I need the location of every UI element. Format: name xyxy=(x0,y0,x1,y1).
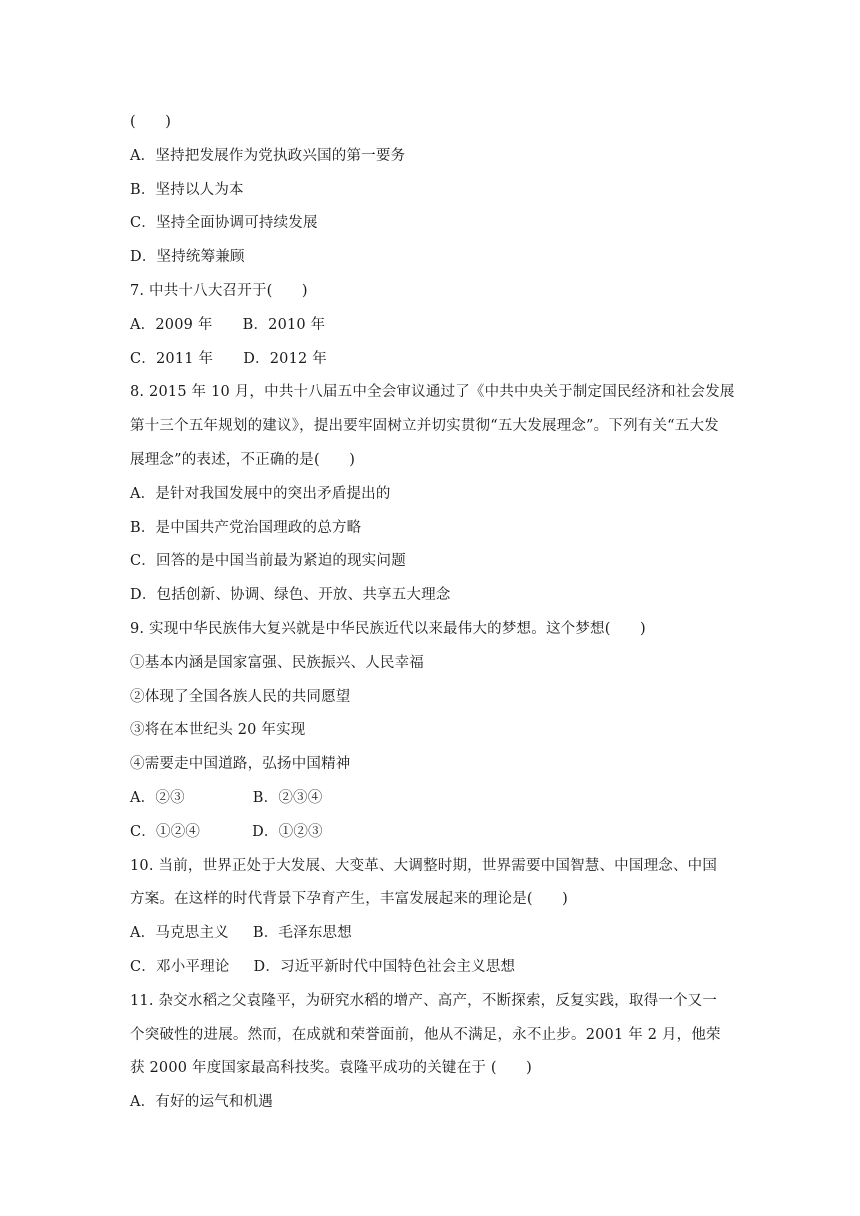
question-7-option-c: C．2011 年 xyxy=(130,350,214,367)
question-9-statement-1: ①基本内涵是国家富强、民族振兴、人民幸福 xyxy=(130,654,424,671)
question-8-stem-line-1: 8. 2015 年 10 月，中共十八届五中全会审议通过了《中共中央关于制定国民经济和社会发展 xyxy=(130,384,735,401)
question-11-stem-line-2: 个突破性的进展。然而，在成就和荣誉面前，他从不满足，永不止步。2001 年 2 月，他荣 xyxy=(130,1026,721,1043)
question-7-option-a: A．2009 年 xyxy=(130,316,213,333)
question-7-option-b: B．2010 年 xyxy=(242,316,326,333)
question-10-stem-line-1: 10. 当前，世界正处于大发展、大变革、大调整时期，世界需要中国智慧、中国理念、中国 xyxy=(130,857,718,874)
question-8-option-c: C．回答的是中国当前最为紧迫的现实问题 xyxy=(130,553,406,570)
question-8-option-d: D．包括创新、协调、绿色、开放、共享五大理念 xyxy=(130,587,451,604)
question-9-statement-2: ②体现了全国各族人民的共同愿望 xyxy=(130,688,351,705)
question-10-option-b: B．毛泽东思想 xyxy=(252,925,352,942)
question-9-option-d: D．①②③ xyxy=(252,823,323,840)
question-9-stem: 9. 实现中华民族伟大复兴就是中华民族近代以来最伟大的梦想。这个梦想( ) xyxy=(130,620,646,637)
question-8-option-a: A．是针对我国发展中的突出矛盾提出的 xyxy=(130,485,391,502)
question-10-options-row-2 xyxy=(130,951,730,985)
question-8-stem-line-2: 第十三个五年规划的建议》，提出要牢固树立并切实贯彻“五大发展理念”。下列有关“五大发 xyxy=(130,418,719,435)
question-10-option-c: C．邓小平理论 xyxy=(130,958,230,975)
question-6-option-b: B．坚持以人为本 xyxy=(130,181,244,198)
question-9-options-row-2 xyxy=(130,816,730,850)
question-9-statement-4: ④需要走中国道路，弘扬中国精神 xyxy=(130,756,351,773)
question-8-stem-line-3: 展理念”的表述，不正确的是( ) xyxy=(130,451,356,468)
question-7-options-row-2 xyxy=(130,343,730,377)
question-6-stem-end: ( ) xyxy=(130,114,172,130)
question-7-stem: 7. 中共十八大召开于( ) xyxy=(130,282,308,299)
question-10-option-d: D．习近平新时代中国特色社会主义思想 xyxy=(253,958,516,975)
question-9-statement-3: ③将在本世纪头 20 年实现 xyxy=(130,722,306,739)
question-6-option-c: C．坚持全面协调可持续发展 xyxy=(130,215,318,232)
question-7-option-d: D．2012 年 xyxy=(243,350,327,367)
question-10-stem-line-2: 方案。在这样的时代背景下孕育产生，丰富发展起来的理论是( ) xyxy=(130,891,569,908)
question-6-option-d: D．坚持统筹兼顾 xyxy=(130,249,245,266)
question-11-stem-line-3: 获 2000 年度国家最高科技奖。袁隆平成功的关键在于 ( ) xyxy=(130,1060,532,1077)
question-10-option-a: A．马克思主义 xyxy=(130,925,229,942)
question-10-options-row-1 xyxy=(130,917,730,951)
question-9-option-a: A．②③ xyxy=(130,789,185,806)
question-8-option-b: B．是中国共产党治国理政的总方略 xyxy=(130,519,362,536)
question-7-options-row-1 xyxy=(130,309,730,343)
question-9-option-c: C．①②④ xyxy=(130,823,201,840)
document-page xyxy=(130,106,735,1120)
question-11-stem-line-1: 11. 杂交水稻之父袁隆平，为研究水稻的增产、高产，不断探索，反复实践，取得一个又一 xyxy=(130,992,718,1009)
question-6-option-a: A．坚持把发展作为党执政兴国的第一要务 xyxy=(130,147,406,164)
question-9-options-row-1 xyxy=(130,782,730,816)
question-11-option-a: A．有好的运气和机遇 xyxy=(130,1094,273,1111)
question-9-option-b: B．②③④ xyxy=(252,789,323,806)
